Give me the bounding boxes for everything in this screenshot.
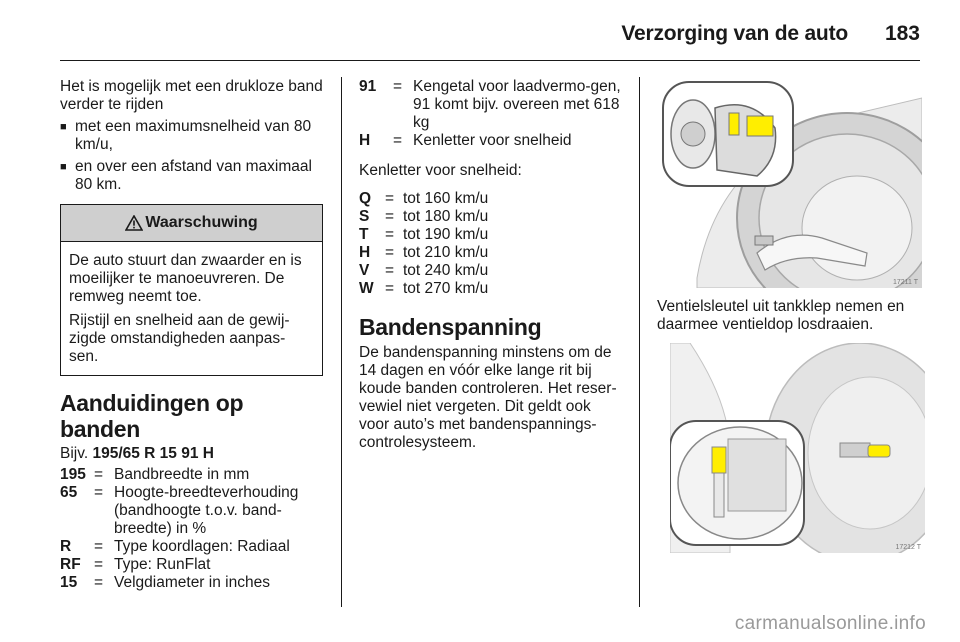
tyre-valve-illustration <box>657 78 922 288</box>
definition-key: 91 <box>359 78 377 95</box>
definition-row <box>60 538 325 556</box>
definition-key: H <box>359 132 371 149</box>
warning-paragraph: Rijstijl en snelheid aan de gewij-zigde omstandigheden aanpas-sen. <box>69 312 290 365</box>
speed-text: tot 210 km/u <box>403 244 489 261</box>
speed-row <box>359 208 625 226</box>
warning-box <box>60 204 323 376</box>
speed-row <box>359 244 625 262</box>
intro-paragraph: Het is mogelijk met een drukloze band verder te rijden <box>60 78 323 113</box>
speed-key: Q <box>359 190 372 207</box>
speed-key: V <box>359 262 370 279</box>
definition-key: 15 <box>60 574 78 591</box>
definition-row <box>359 132 625 150</box>
equals-sign: = <box>385 190 395 207</box>
definition-key: 195 <box>60 466 86 483</box>
example-prefix: Bijv. <box>60 445 89 462</box>
equals-sign: = <box>385 226 395 243</box>
equals-sign: = <box>385 262 395 279</box>
definition-row <box>60 466 325 484</box>
tyre-pressure-paragraph: De bandenspanning minstens om de 14 dagen en vóór elke lange rit bij koude banden controleren. Het reser-vewiel niet vergeten. Dit geldt ook voor auto’s met bandenspannings-controlesysteem. <box>359 344 617 451</box>
definition-row <box>60 484 325 538</box>
speed-key: S <box>359 208 370 225</box>
equals-sign: = <box>393 132 403 149</box>
warning-title: Waarschuwing <box>145 214 258 231</box>
example-code: 195/65 R 15 91 H <box>92 445 214 462</box>
bullet-square-icon: ■ <box>60 161 67 173</box>
equals-sign: = <box>94 466 104 483</box>
equals-sign: = <box>385 208 395 225</box>
page-number: 183 <box>884 22 920 45</box>
warning-header <box>61 205 322 242</box>
figure-valve-cap-unscrew <box>670 343 925 553</box>
tyre-example <box>60 445 325 463</box>
definition-text: Bandbreedte in mm <box>114 466 250 483</box>
bullet-item <box>60 118 325 154</box>
tyre-definition-list <box>60 466 325 592</box>
definition-text: Type koordlagen: Radiaal <box>114 538 290 555</box>
tyre-pressure-heading: Bandenspanning <box>359 314 542 340</box>
speed-row <box>359 262 625 280</box>
warning-triangle-icon <box>125 215 143 231</box>
speed-intro: Kenletter voor snelheid: <box>359 162 522 179</box>
page-section-title: Verzorging van de auto <box>621 22 848 45</box>
definition-text: Kenletter voor snelheid <box>413 132 572 149</box>
bullet-text: en over een afstand van maximaal 80 km. <box>75 158 312 193</box>
definition-row <box>359 78 625 132</box>
equals-sign: = <box>94 556 104 573</box>
speed-row <box>359 226 625 244</box>
figure-valve-key-removal <box>657 78 922 288</box>
speed-row <box>359 280 625 298</box>
column-divider-1 <box>341 77 342 607</box>
definition-row <box>60 574 325 592</box>
definition-key: R <box>60 538 72 555</box>
equals-sign: = <box>385 244 395 261</box>
figure-code: 17212 T <box>895 544 921 551</box>
speed-row <box>359 190 625 208</box>
figure-code: 17211 T <box>892 279 918 286</box>
header-divider <box>60 60 920 61</box>
definition-text: Type: RunFlat <box>114 556 211 573</box>
definition-key: RF <box>60 556 81 573</box>
column-1 <box>60 78 325 592</box>
fuel-flap-valve-key-illustration <box>670 343 925 553</box>
speed-text: tot 270 km/u <box>403 280 489 297</box>
equals-sign: = <box>385 280 395 297</box>
speed-key: W <box>359 280 374 297</box>
speed-key: T <box>359 226 369 243</box>
speed-key: H <box>359 244 371 261</box>
figure-caption: Ventielsleutel uit tankklep nemen en daarmee ventieldop losdraaien. <box>657 298 905 333</box>
speed-text: tot 180 km/u <box>403 208 489 225</box>
tyre-markings-heading: Aanduidingen op banden <box>60 390 244 442</box>
definition-text: Velgdiameter in inches <box>114 574 270 591</box>
watermark: carmanualsonline.info <box>734 613 926 634</box>
equals-sign: = <box>94 574 104 591</box>
column-2 <box>359 78 625 452</box>
speed-text: tot 240 km/u <box>403 262 489 279</box>
warning-body <box>61 242 322 375</box>
definition-text: Kengetal voor laadvermo-gen, 91 komt bijv. overeen met 618 kg <box>413 78 621 131</box>
equals-sign: = <box>393 78 403 95</box>
warning-paragraph: De auto stuurt dan zwaarder en is moeilijker te manoeuvreren. De remweg neemt toe. <box>69 252 302 305</box>
equals-sign: = <box>94 484 104 501</box>
speed-list <box>359 190 625 298</box>
definition-text: Hoogte-breedteverhouding (bandhoogte t.o.v. band-breedte) in % <box>114 484 299 537</box>
bullet-item <box>60 158 325 194</box>
bullet-square-icon: ■ <box>60 121 67 133</box>
definition-row <box>60 556 325 574</box>
equals-sign: = <box>94 538 104 555</box>
speed-text: tot 190 km/u <box>403 226 489 243</box>
speed-text: tot 160 km/u <box>403 190 489 207</box>
column-divider-2 <box>639 77 640 607</box>
bullet-text: met een maximumsnelheid van 80 km/u, <box>75 118 312 153</box>
definition-key: 65 <box>60 484 78 501</box>
